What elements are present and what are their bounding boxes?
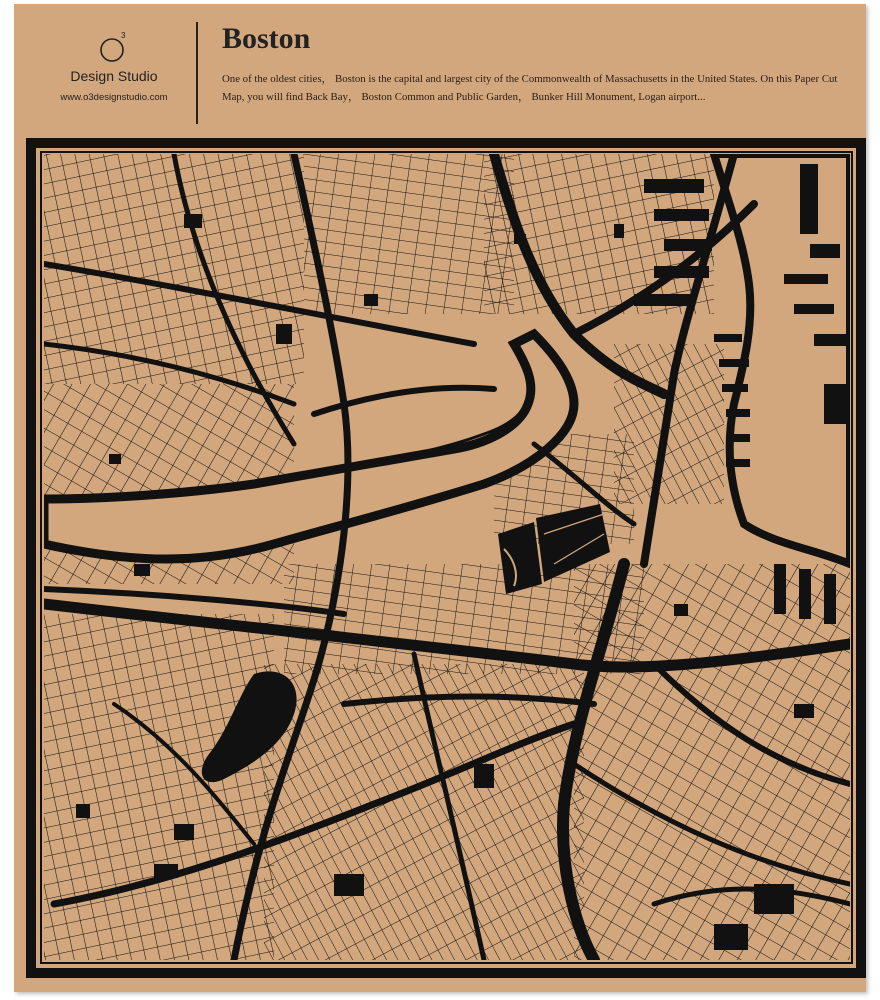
svg-text:3: 3	[121, 31, 126, 40]
brand-url: www.o3designstudio.com	[60, 92, 168, 103]
brand-name: Design Studio	[70, 68, 158, 84]
map-description: One of the oldest cities， Boston is the capital and largest city of the Commonwealth of Massachusetts in the United States. On this Paper Cut Map, you will find Back Bay， Boston Common and Public Garden， Bunker Hill Monument, Logan airport...	[222, 73, 838, 103]
street-map	[14, 4, 866, 992]
map-sheet	[14, 4, 866, 992]
map-title: Boston	[222, 22, 311, 55]
